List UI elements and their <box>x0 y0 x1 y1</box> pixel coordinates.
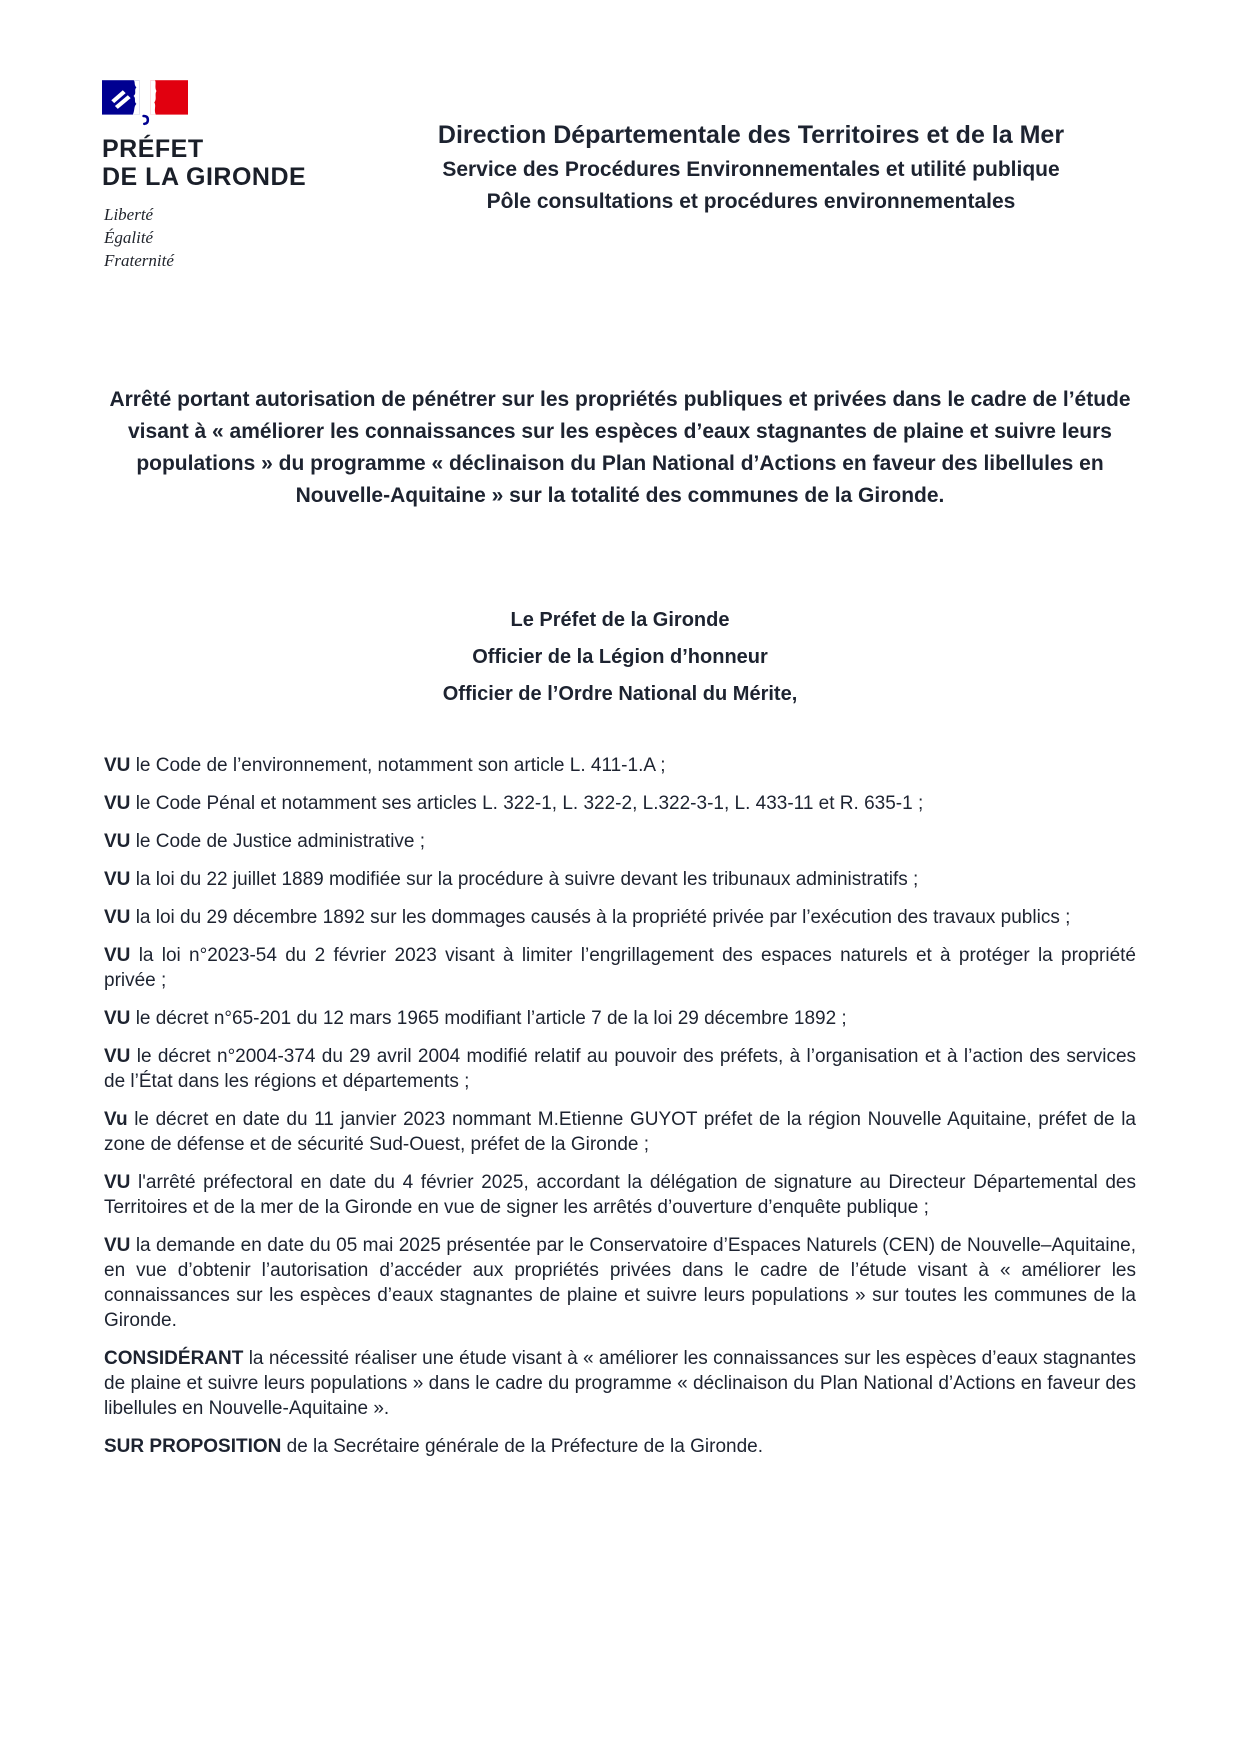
decree-body <box>104 753 1136 1459</box>
motto-fraternite: Fraternité <box>104 251 174 270</box>
vu-paragraph-4: VU la loi du 22 juillet 1889 modifiée sur la procédure à suivre devant les tribunaux administratifs ; <box>104 869 919 890</box>
vu-paragraph-2: VU le Code Pénal et notamment ses articles L. 322-1, L. 322-2, L.322-3-1, L. 433-11 et R. 635-1 ; <box>104 793 924 814</box>
marianne-logo-block <box>88 80 338 272</box>
prefect-title-line3: Officier de l’Ordre National du Mérite, <box>442 683 798 705</box>
prefect-title-line2: Officier de la Légion d’honneur <box>472 646 768 668</box>
agency-name <box>102 135 338 191</box>
agency-name-line1: PRÉFET <box>102 135 204 163</box>
issuing-service-block <box>338 120 1136 215</box>
vu-paragraph-3: VU le Code de Justice administrative ; <box>104 831 426 852</box>
pole-name: Pôle consultations et procédures environnementales <box>486 190 1016 213</box>
vu-paragraph-8: VU le décret n°2004-374 du 29 avril 2004 modifié relatif au pouvoir des préfets, à l’organisation et à l’action des services de l’État dans les régions et départements ; <box>104 1046 1137 1092</box>
prefect-title-line1: Le Préfet de la Gironde <box>510 609 730 631</box>
vu-paragraph-1: VU le Code de l’environnement, notamment son article L. 411-1.A ; <box>104 755 666 776</box>
vu-paragraph-11: VU la demande en date du 05 mai 2025 présentée par le Conservatoire d’Espaces Naturels (CEN) de Nouvelle–Aquitaine, en vue d’obtenir l’autorisation d’accéder aux propriétés privées dans le cadre de l’étude visant à « améliorer les connaissances sur les espèces d’eaux stagnantes de plaine et suivre leurs populations » sur toutes les communes de la Gironde. <box>104 1235 1137 1331</box>
sur-proposition-paragraph: SUR PROPOSITION de la Secrétaire générale de la Préfecture de la Gironde. <box>104 1436 763 1457</box>
agency-name-line2: DE LA GIRONDE <box>102 163 307 191</box>
vu-paragraph-5: VU la loi du 29 décembre 1892 sur les dommages causés à la propriété privée par l’exécution des travaux publics ; <box>104 907 1071 928</box>
vu-paragraph-10: VU l'arrêté préfectoral en date du 4 février 2025, accordant la délégation de signature au Directeur Départemental des Territoires et de la mer de la Gironde en vue de signer les arrêtés d’ouverture d’enquête publique ; <box>104 1172 1136 1218</box>
motto-egalite: Égalité <box>104 228 154 247</box>
vu-paragraph-6: VU la loi n°2023-54 du 2 février 2023 visant à limiter l’engrillagement des espaces naturels et à protéger la propriété privée ; <box>104 945 1137 991</box>
service-name: Service des Procédures Environnementales et utilité publique <box>442 158 1060 181</box>
decree-title: Arrêté portant autorisation de pénétrer sur les propriétés publiques et privées dans le cadre de l’étude visant à « améliorer les connaissances sur les espèces d’eaux stagnantes de plaine et suivre leurs populations » du programme « déclinaison du Plan National d’Actions en faveur des libellules en Nouvelle-Aquitaine » sur la totalité des communes de la Gironde. <box>109 388 1131 507</box>
document-header <box>0 0 1240 272</box>
french-flag-marianne-icon <box>102 80 188 127</box>
vu-paragraph-9: Vu le décret en date du 11 janvier 2023 nommant M.Etienne GUYOT préfet de la région Nouvelle Aquitaine, préfet de la zone de défense et de sécurité Sud-Ouest, préfet de la Gironde ; <box>104 1109 1136 1155</box>
direction-name: Direction Départementale des Territoires et de la Mer <box>437 121 1065 149</box>
republic-motto <box>104 203 338 272</box>
prefect-titles <box>0 602 1240 713</box>
vu-paragraph-7: VU le décret n°65-201 du 12 mars 1965 modifiant l’article 7 de la loi 29 décembre 1892 ; <box>104 1008 847 1029</box>
considerant-paragraph: CONSIDÉRANT la nécessité réaliser une étude visant à « améliorer les connaissances sur les espèces d’eaux stagnantes de plaine et suivre leurs populations » dans le cadre du programme « déclinaison du Plan National d’Actions en faveur des libellules en Nouvelle-Aquitaine ». <box>104 1348 1136 1419</box>
motto-liberte: Liberté <box>104 205 154 224</box>
